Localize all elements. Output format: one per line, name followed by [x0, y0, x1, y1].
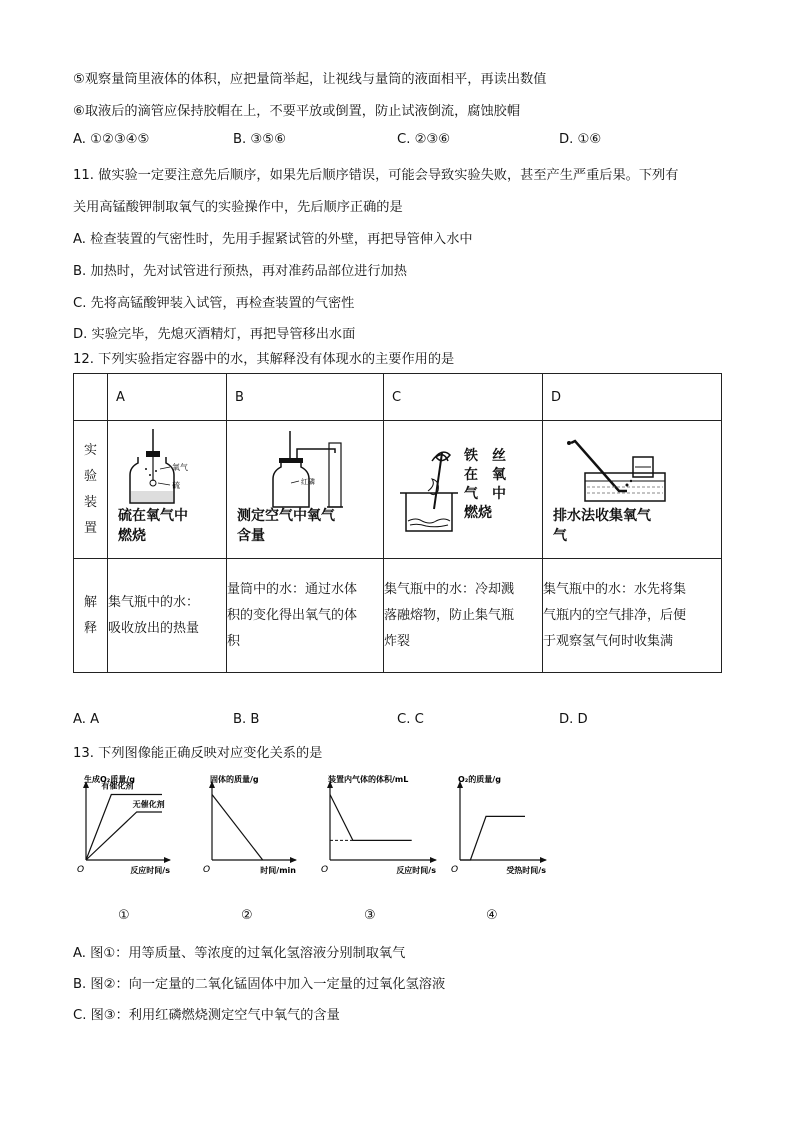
- caption-line: 测定空气中氧气: [237, 508, 335, 524]
- explanation-line: 集气瓶中的水：: [108, 594, 200, 610]
- series-line: [330, 795, 412, 841]
- oxygen-content-diagram: [235, 423, 375, 513]
- y-axis-label: O₂的质量/g: [458, 775, 501, 784]
- q13-option-a[interactable]: A. 图①：用等质量、等浓度的过氧化氢溶液分别制取氧气: [73, 946, 406, 961]
- q10-option-d[interactable]: D. ①⑥: [559, 132, 602, 147]
- q10-options: [73, 132, 733, 152]
- origin-label: O: [77, 865, 85, 875]
- explanation-line: 集气瓶中的水：水先将集: [543, 581, 687, 597]
- caption-b: [237, 506, 335, 546]
- caption-c: [464, 447, 506, 523]
- explanation-a: [108, 559, 227, 673]
- x-axis-arrow: [164, 857, 171, 863]
- y-axis-label: 生成O₂质量/g: [84, 775, 135, 784]
- q10-item-5: ⑤观察量筒里液体的体积，应把量筒举起，让视线与量筒的液面相平，再读出数值: [73, 72, 547, 87]
- table-corner-cell: [74, 374, 108, 421]
- q12-option-b[interactable]: B. B: [233, 712, 260, 727]
- chart-1: [74, 772, 182, 878]
- q10-option-c[interactable]: C. ②③⑥: [397, 132, 451, 147]
- chart-number-1: ①: [118, 908, 130, 923]
- caption-a: [118, 506, 188, 546]
- explanation-b: [227, 559, 384, 673]
- row-label-char: 释: [83, 620, 97, 636]
- oxygen-label: 氧气: [172, 463, 188, 472]
- explanation-line: 积: [227, 633, 241, 649]
- phosphorus-label: 红磷: [301, 478, 315, 486]
- caption-line: 含量: [237, 528, 265, 544]
- row-label-char: 解: [83, 594, 97, 610]
- explanation-line: 于观察氢气何时收集满: [543, 633, 674, 649]
- table-header-row: [74, 374, 722, 421]
- origin-label: O: [203, 865, 211, 875]
- series-line: [460, 816, 525, 860]
- caption-line: 燃烧: [464, 505, 492, 521]
- q13-stem: 13. 下列图像能正确反映对应变化关系的是: [73, 746, 323, 761]
- series-line: [212, 795, 263, 861]
- row-label-char: 装: [83, 494, 97, 510]
- q12-option-a[interactable]: A. A: [73, 712, 100, 727]
- row-label-explanation: [74, 559, 108, 673]
- q12-stem: 12. 下列实验指定容器中的水，其解释没有体现水的主要作用的是: [73, 352, 455, 367]
- sulfur-label: 硫: [172, 481, 180, 490]
- caption-line: 在 氧: [464, 467, 506, 483]
- chart-3: [318, 772, 448, 878]
- explanation-c: [384, 559, 543, 673]
- q11-option-a[interactable]: A. 检查装置的气密性时，先用手握紧试管的外壁，再把导管伸入水中: [73, 232, 473, 247]
- table-header-a: A: [108, 374, 227, 421]
- q10-item-6: ⑥取液后的滴管应保持胶帽在上，不要平放或倒置，防止试液倒流，腐蚀胶帽: [73, 104, 521, 119]
- y-axis-label: 固体的质量/g: [210, 775, 259, 784]
- iron-wire-diagram: [392, 435, 472, 545]
- explanation-line: 量筒中的水：通过水体: [227, 581, 358, 597]
- q12-option-d[interactable]: D. D: [559, 712, 588, 727]
- explanation-line: 炸裂: [384, 633, 411, 649]
- caption-line: 气: [553, 528, 567, 544]
- caption-line: 燃烧: [118, 528, 146, 544]
- q12-option-c[interactable]: C. C: [397, 712, 424, 727]
- y-axis-label: 装置内气体的体积/mL: [328, 775, 409, 784]
- origin-label: O: [451, 865, 459, 875]
- origin-label: O: [321, 865, 329, 875]
- row-label-apparatus: [74, 421, 108, 559]
- table-row-explanation: [74, 559, 722, 673]
- explanation-line: 集气瓶中的水：冷却溅: [384, 581, 515, 597]
- chart-number-3: ③: [364, 908, 376, 923]
- q12-table: [73, 373, 722, 673]
- explanation-line: 气瓶内的空气排净，后便: [543, 607, 687, 623]
- apparatus-cell-b: [227, 421, 384, 559]
- row-label-char: 置: [83, 520, 97, 536]
- chart-2: [200, 772, 308, 878]
- caption-line: 排水法收集氧气: [553, 508, 651, 524]
- q10-option-a[interactable]: A. ①②③④⑤: [73, 132, 150, 147]
- x-axis-arrow: [290, 857, 297, 863]
- explanation-line: 落融熔物，防止集气瓶: [384, 607, 515, 623]
- chart-number-4: ④: [486, 908, 498, 923]
- water-displacement-diagram: [563, 427, 693, 517]
- q12-options: [73, 712, 733, 732]
- row-label-char: 验: [83, 468, 97, 484]
- q13-option-b[interactable]: B. 图②：向一定量的二氧化锰固体中加入一定量的过氧化氢溶液: [73, 977, 446, 992]
- apparatus-cell-a: [108, 421, 227, 559]
- series-label: 无催化剂: [132, 800, 165, 809]
- chart-number-2: ②: [241, 908, 253, 923]
- series-line: [86, 812, 162, 860]
- x-axis-arrow: [540, 857, 547, 863]
- explanation-line: 积的变化得出氧气的体: [227, 607, 358, 623]
- x-axis-arrow: [430, 857, 437, 863]
- row-label-char: 实: [83, 442, 97, 458]
- caption-line: 气 中: [464, 486, 506, 502]
- series-label: 有催化剂: [101, 781, 134, 791]
- explanation-d: [543, 559, 722, 673]
- table-row-apparatus: [74, 421, 722, 559]
- q13-option-c[interactable]: C. 图③：利用红磷燃烧测定空气中氧气的含量: [73, 1008, 340, 1023]
- apparatus-cell-d: [543, 421, 722, 559]
- x-axis-label: 反应时间/s: [130, 866, 170, 875]
- q10-option-b[interactable]: B. ③⑤⑥: [233, 132, 286, 147]
- caption-d: [553, 506, 651, 546]
- x-axis-label: 反应时间/s: [396, 866, 436, 875]
- sulfur-burning-diagram: [116, 423, 226, 513]
- x-axis-label: 受热时间/s: [506, 866, 546, 875]
- caption-line: 铁 丝: [464, 448, 506, 464]
- q11-option-b[interactable]: B. 加热时，先对试管进行预热，再对准药品部位进行加热: [73, 264, 407, 279]
- q11-stem-line1: 11. 做实验一定要注意先后顺序，如果先后顺序错误，可能会导致实验失败，甚至产生严重后果。下列有: [73, 168, 679, 183]
- chart-4: [448, 772, 558, 878]
- table-header-d: D: [543, 374, 722, 421]
- explanation-line: 吸收放出的热量: [108, 620, 200, 636]
- apparatus-cell-c: [384, 421, 543, 559]
- q11-option-d[interactable]: D. 实验完毕，先熄灭酒精灯，再把导管移出水面: [73, 327, 356, 342]
- caption-line: 硫在氧气中: [118, 508, 188, 524]
- x-axis-label: 时间/min: [260, 866, 296, 875]
- q11-option-c[interactable]: C. 先将高锰酸钾装入试管，再检查装置的气密性: [73, 296, 355, 311]
- table-header-b: B: [227, 374, 384, 421]
- table-header-c: C: [384, 374, 543, 421]
- q11-stem-line2: 关用高锰酸钾制取氧气的实验操作中，先后顺序正确的是: [73, 200, 403, 215]
